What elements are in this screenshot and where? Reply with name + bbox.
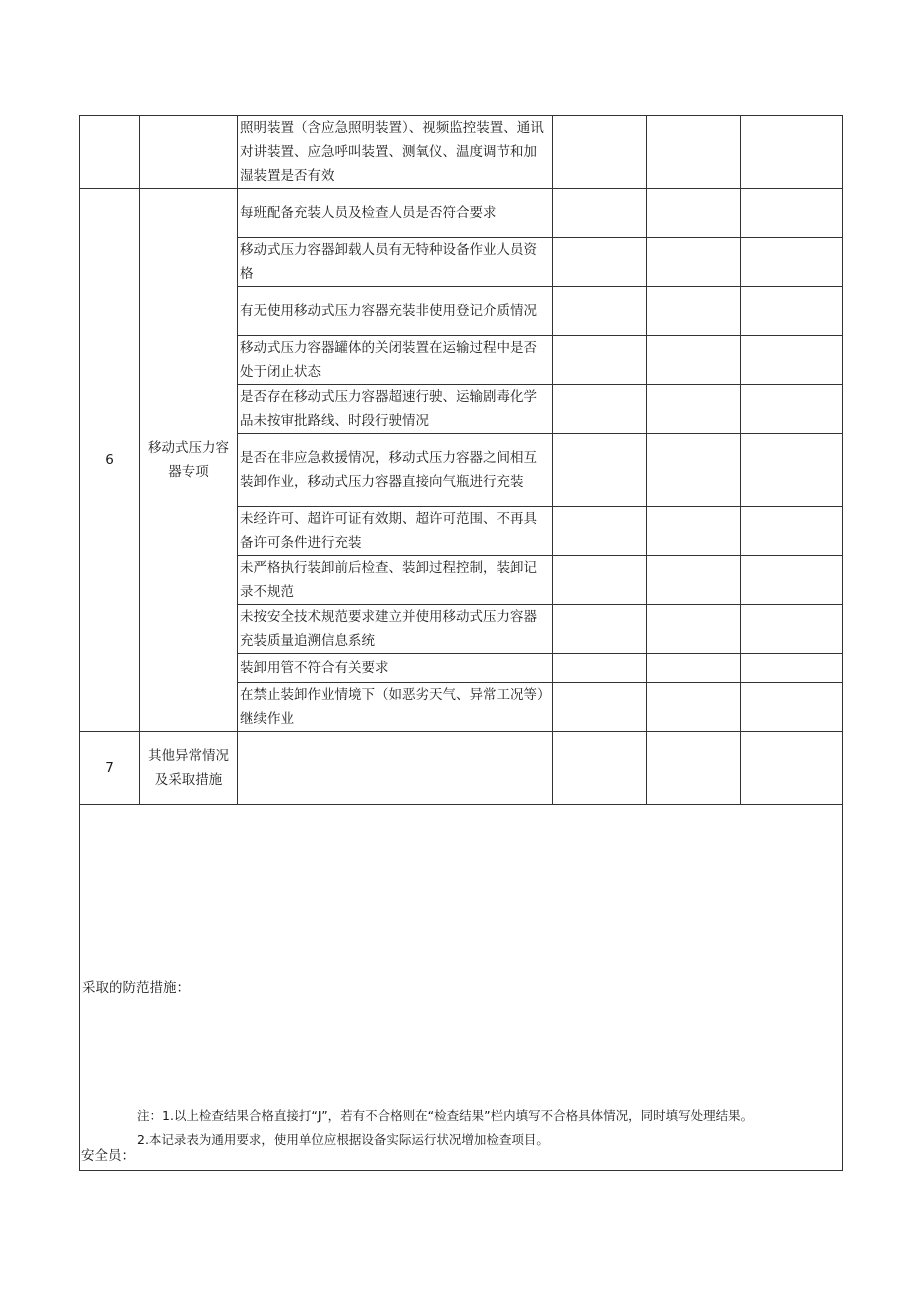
result-cell[interactable] xyxy=(647,336,741,385)
result-cell[interactable] xyxy=(741,683,843,732)
result-cell[interactable] xyxy=(647,683,741,732)
inspection-table xyxy=(79,115,843,1171)
row-number-cell: 6 xyxy=(80,189,140,732)
table-row xyxy=(80,732,843,805)
result-cell[interactable] xyxy=(553,385,647,434)
result-cell[interactable] xyxy=(553,189,647,238)
result-cell[interactable] xyxy=(741,507,843,556)
result-cell[interactable] xyxy=(553,654,647,683)
result-cell[interactable] xyxy=(741,556,843,605)
check-item: 未经许可、超许可证有效期、超许可范围、不再具备许可条件进行充装 xyxy=(238,507,553,556)
result-cell[interactable] xyxy=(553,287,647,336)
result-cell[interactable] xyxy=(647,507,741,556)
result-cell[interactable] xyxy=(741,189,843,238)
preventive-measures-label: 采取的防范措施： xyxy=(82,979,190,996)
result-cell[interactable] xyxy=(741,238,843,287)
check-item: 移动式压力容器罐体的关闭装置在运输过程中是否处于闭止状态 xyxy=(238,336,553,385)
row-number-cell xyxy=(80,116,140,189)
result-cell[interactable] xyxy=(553,336,647,385)
check-item: 在禁止装卸作业情境下（如恶劣天气、异常工况等）继续作业 xyxy=(238,683,553,732)
result-cell[interactable] xyxy=(553,683,647,732)
check-item: 未按安全技术规范要求建立并使用移动式压力容器充装质量追溯信息系统 xyxy=(238,605,553,654)
note-1: 注：1.以上检查结果合格直接打“J”，若有不合格则在“检查结果”栏内填写不合格具体情况，同时填写处理结果。 xyxy=(137,1108,754,1123)
result-cell[interactable] xyxy=(647,654,741,683)
row-number-cell: 7 xyxy=(80,732,140,805)
safety-officer-label: 安全员： xyxy=(81,1148,135,1164)
result-cell[interactable] xyxy=(553,238,647,287)
result-cell[interactable] xyxy=(741,732,843,805)
table-row xyxy=(80,116,843,189)
result-cell[interactable] xyxy=(647,732,741,805)
category-cell: 其他异常情况及采取措施 xyxy=(140,732,238,805)
result-cell[interactable] xyxy=(647,434,741,507)
check-item[interactable] xyxy=(238,732,553,805)
notes xyxy=(137,1104,837,1152)
check-item: 照明装置（含应急照明装置）、视频监控装置、通讯对讲装置、应急呼叫装置、测氧仪、温度调节和加湿装置是否有效 xyxy=(238,116,553,189)
result-cell[interactable] xyxy=(553,732,647,805)
result-cell[interactable] xyxy=(741,336,843,385)
result-cell[interactable] xyxy=(647,605,741,654)
check-item: 装卸用管不符合有关要求 xyxy=(238,654,553,683)
check-item: 每班配备充装人员及检查人员是否符合要求 xyxy=(238,189,553,238)
note-2: 2.本记录表为通用要求，使用单位应根据设备实际运行状况增加检查项目。 xyxy=(137,1132,549,1147)
result-cell[interactable] xyxy=(647,189,741,238)
result-cell[interactable] xyxy=(741,116,843,189)
result-cell[interactable] xyxy=(741,434,843,507)
result-cell[interactable] xyxy=(741,654,843,683)
result-cell[interactable] xyxy=(647,385,741,434)
result-cell[interactable] xyxy=(741,385,843,434)
result-cell[interactable] xyxy=(553,507,647,556)
table-row xyxy=(80,189,843,238)
result-cell[interactable] xyxy=(741,287,843,336)
result-cell[interactable] xyxy=(741,605,843,654)
category-cell xyxy=(140,116,238,189)
result-cell[interactable] xyxy=(553,605,647,654)
result-cell[interactable] xyxy=(647,116,741,189)
result-cell[interactable] xyxy=(647,287,741,336)
check-item: 是否存在移动式压力容器超速行驶、运输剧毒化学品未按审批路线、时段行驶情况 xyxy=(238,385,553,434)
result-cell[interactable] xyxy=(647,238,741,287)
check-item: 未严格执行装卸前后检查、装卸过程控制，装卸记录不规范 xyxy=(238,556,553,605)
result-cell[interactable] xyxy=(553,556,647,605)
result-cell[interactable] xyxy=(553,116,647,189)
check-item: 是否在非应急救援情况，移动式压力容器之间相互装卸作业，移动式压力容器直接向气瓶进行充装 xyxy=(238,434,553,507)
result-cell[interactable] xyxy=(553,434,647,507)
category-cell: 移动式压力容器专项 xyxy=(140,189,238,732)
check-item: 有无使用移动式压力容器充装非使用登记介质情况 xyxy=(238,287,553,336)
check-item: 移动式压力容器卸载人员有无特种设备作业人员资格 xyxy=(238,238,553,287)
result-cell[interactable] xyxy=(647,556,741,605)
